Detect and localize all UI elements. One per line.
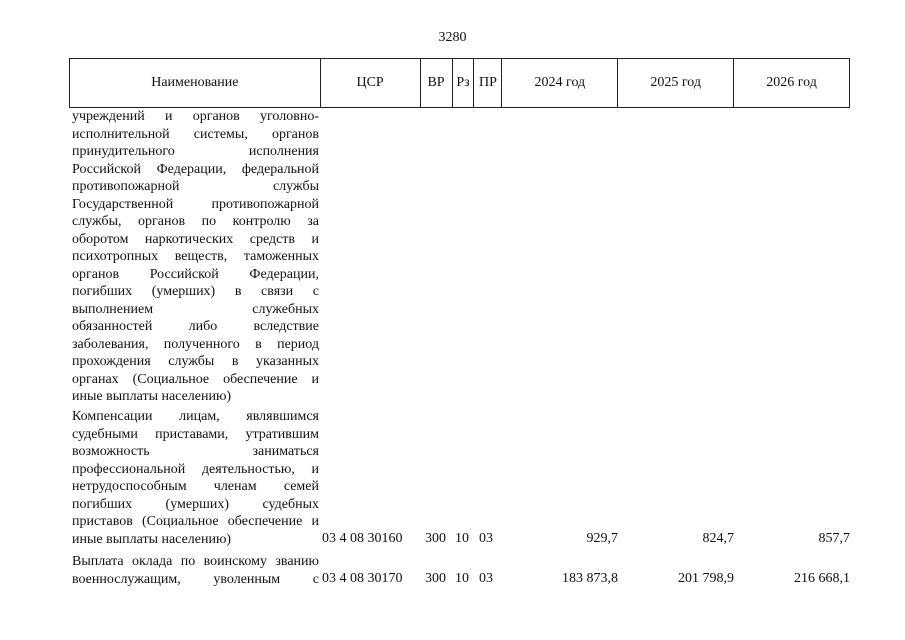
row-csr: 03 4 08 30170 xyxy=(322,571,403,586)
row-vr: 300 xyxy=(425,531,446,546)
row-name-line: органах (Социальное обеспечение и xyxy=(72,371,319,387)
header-name: Наименование xyxy=(70,59,321,107)
table-header xyxy=(69,58,850,108)
row-rz: 10 xyxy=(455,531,469,546)
row-name-line: органов Российской Федерации, xyxy=(72,266,319,282)
row-name-line: исполнительной системы, органов xyxy=(72,126,319,142)
row-2024: 183 873,8 xyxy=(562,571,618,586)
row-csr: 03 4 08 30160 xyxy=(322,531,403,546)
header-vr: ВР xyxy=(421,59,453,107)
header-rz: Рз xyxy=(453,59,475,107)
row-name-line: профессиональной деятельностью, и xyxy=(72,461,319,477)
row-name-line: психотропных веществ, таможенных xyxy=(72,249,319,264)
row-name-line: Компенсации лицам, являвшимся xyxy=(72,409,319,424)
row-rz: 10 xyxy=(455,571,469,586)
row-name-line: приставов (Социальное обеспечение и xyxy=(72,514,319,529)
header-2026: 2026 год xyxy=(734,59,850,107)
row-name-line: погибших (умерших) в связи с xyxy=(72,284,319,299)
row-pr: 03 xyxy=(479,571,493,586)
row-2026: 216 668,1 xyxy=(794,571,850,586)
row-name-line: противопожарной службы xyxy=(72,179,319,194)
row-name-line: нетрудоспособным членам семей xyxy=(72,479,319,494)
row-name-line: прохождения службы в указанных xyxy=(72,354,319,369)
row-2026: 857,7 xyxy=(818,531,850,546)
row-name-line: оборотом наркотических средств и xyxy=(72,231,319,247)
row-name-line: Государственной противопожарной xyxy=(72,196,319,212)
row-name-line: иные выплаты населению) xyxy=(72,531,232,547)
table-row xyxy=(72,408,319,548)
row-2024: 929,7 xyxy=(586,531,618,546)
row-name-line: принудительного исполнения xyxy=(72,144,319,159)
row-name-line: иные выплаты населению) xyxy=(72,389,232,404)
table-row xyxy=(72,108,319,406)
header-pr: ПР xyxy=(474,59,502,107)
row-pr: 03 xyxy=(479,531,493,546)
row-name-line: возможность заниматься xyxy=(72,444,319,459)
row-vr: 300 xyxy=(425,571,446,586)
row-name-line: погибших (умерших) судебных xyxy=(72,496,319,512)
page-number: 3280 xyxy=(438,30,467,45)
row-name-line: заболевания, полученного в период xyxy=(72,336,319,352)
row-name-line: Российской Федерации, федеральной xyxy=(72,161,319,177)
header-2024: 2024 год xyxy=(502,59,618,107)
row-name-line: обязанностей либо вследствие xyxy=(72,319,319,334)
header-2025: 2025 год xyxy=(618,59,734,107)
row-name-line: военнослужащим, уволенным с xyxy=(72,571,319,587)
row-2025: 201 798,9 xyxy=(678,571,734,586)
row-2025: 824,7 xyxy=(702,531,734,546)
row-name-line: выполнением служебных xyxy=(72,301,319,317)
table-row xyxy=(72,553,319,588)
row-name-line: Выплата оклада по воинскому званию xyxy=(72,554,319,569)
row-name-line: службы, органов по контролю за xyxy=(72,214,319,229)
row-name-line: учреждений и органов уголовно- xyxy=(72,109,319,124)
row-name-line: судебными приставами, утратившим xyxy=(72,426,319,442)
header-csr: ЦСР xyxy=(321,59,421,107)
